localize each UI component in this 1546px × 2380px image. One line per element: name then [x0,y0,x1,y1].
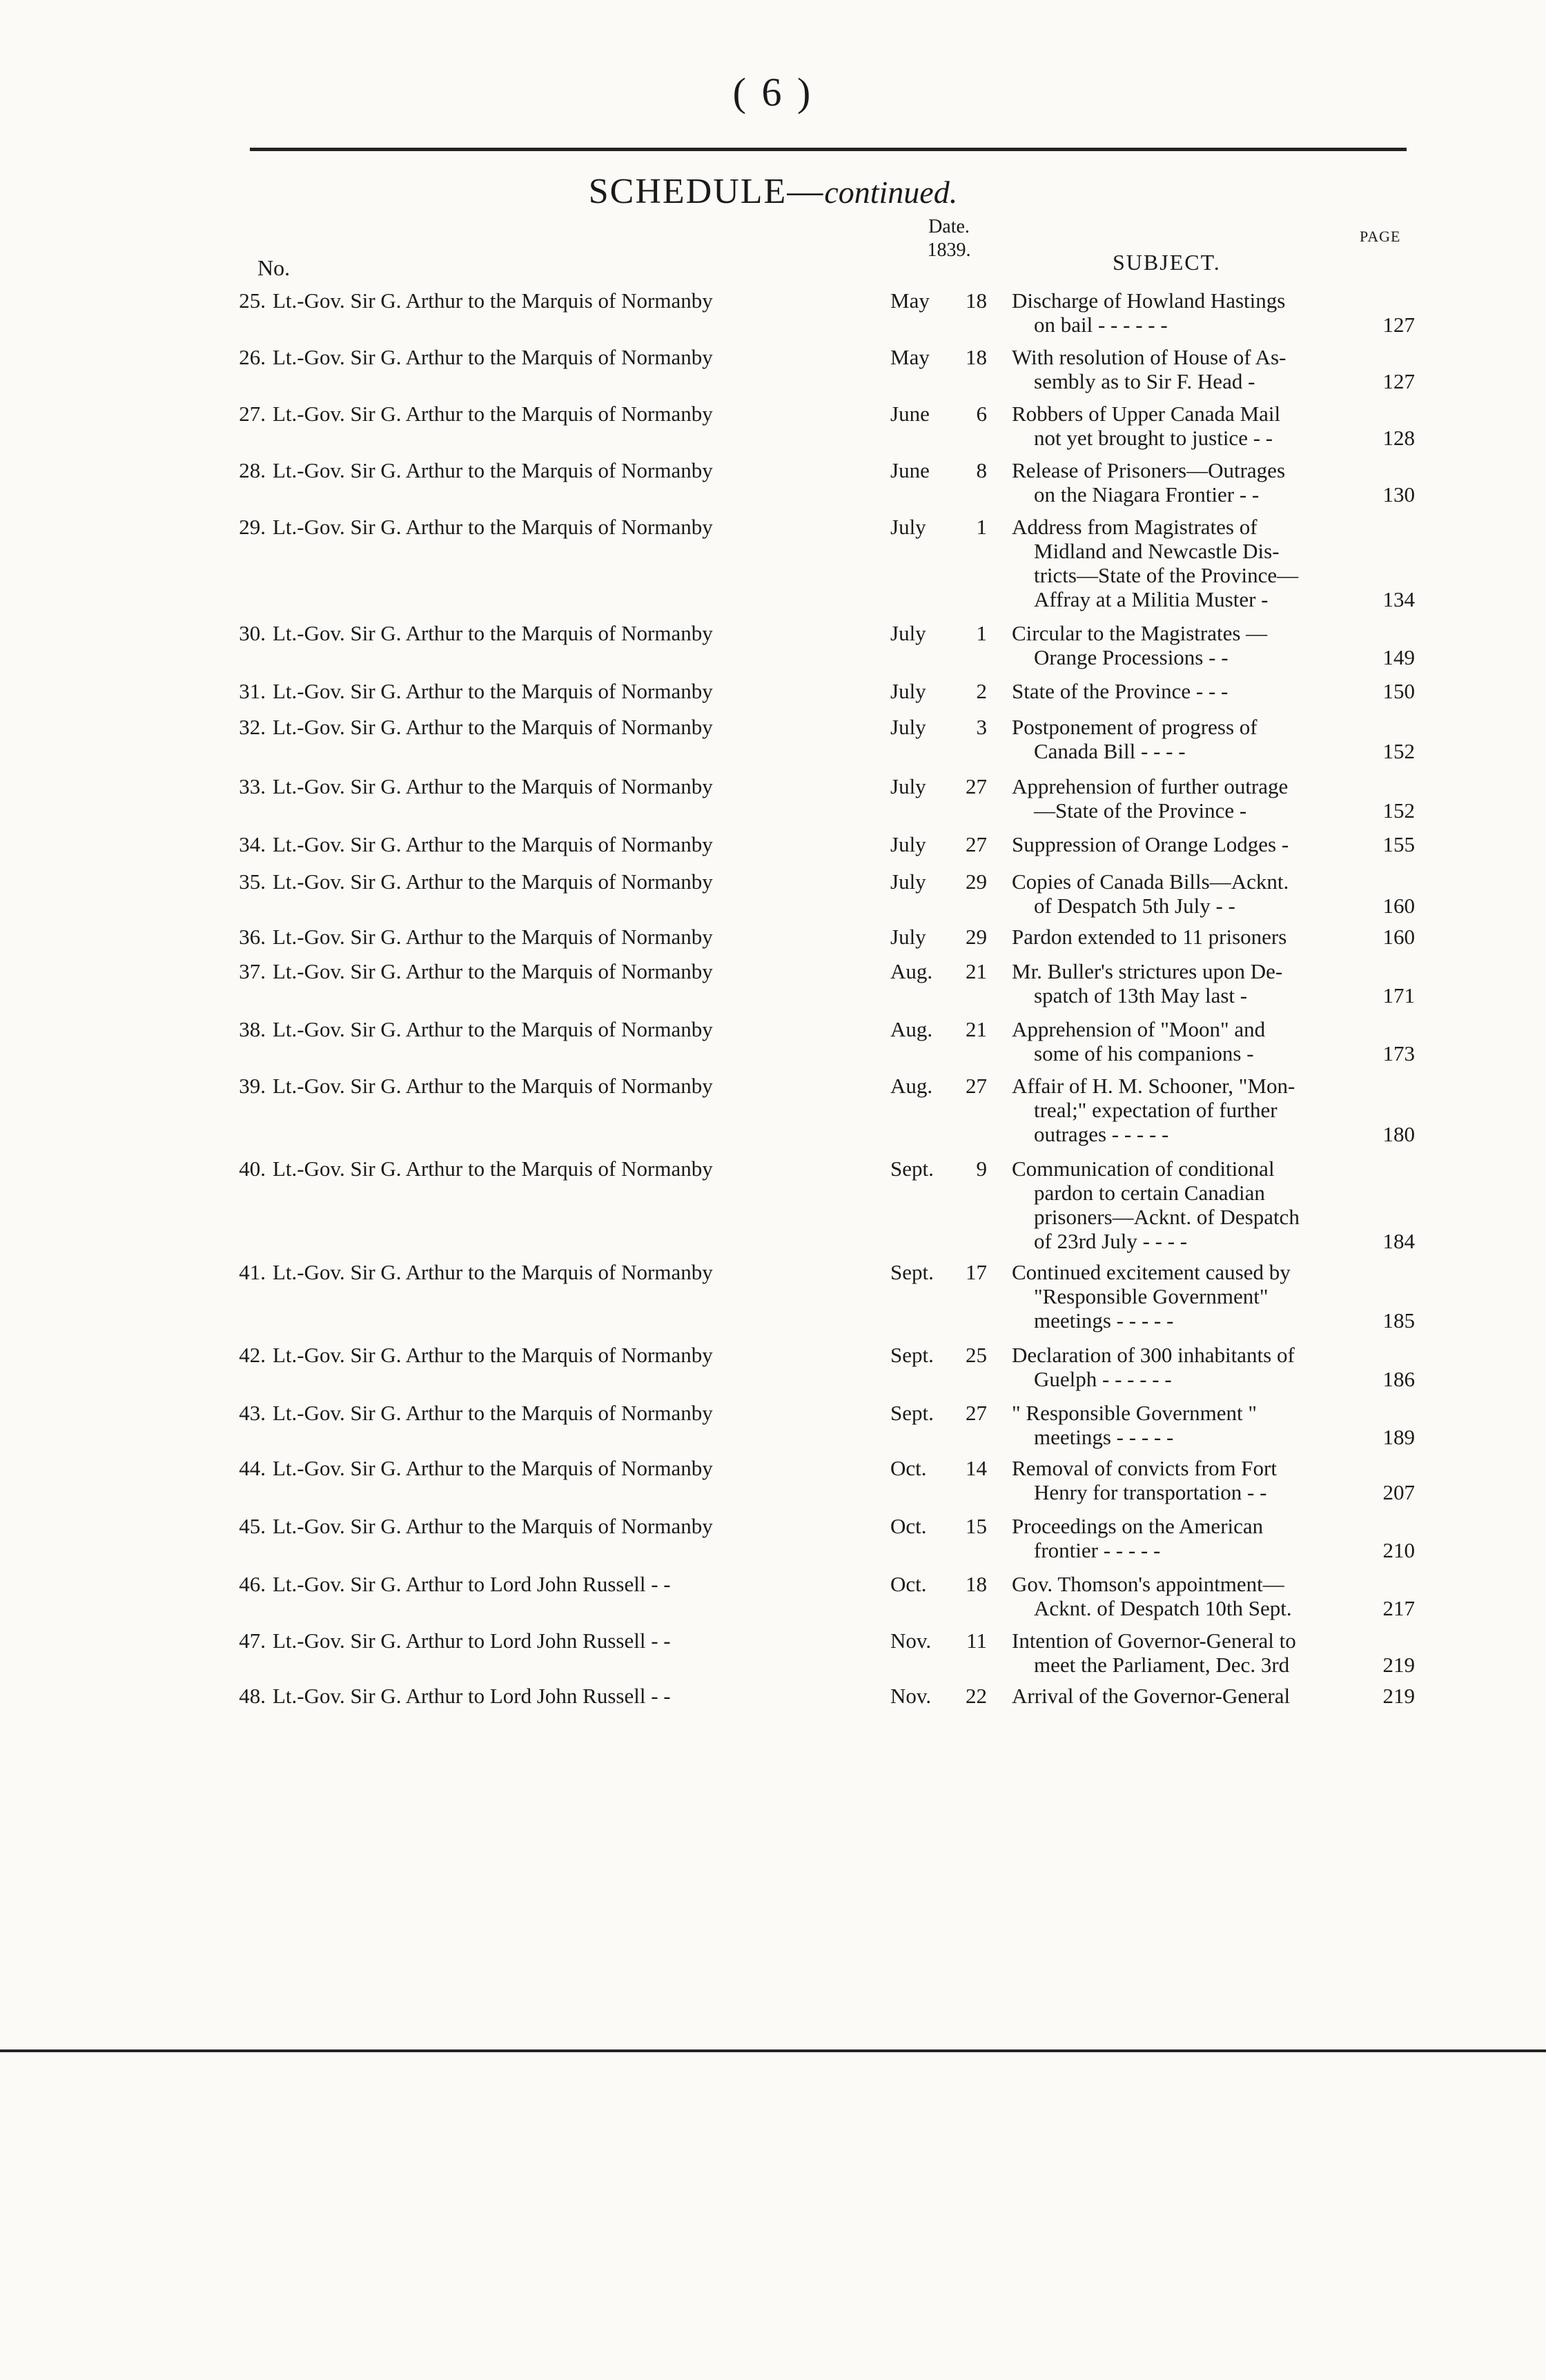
entry-page: 150 [1382,679,1415,703]
entry-number: 29. [239,515,266,539]
entry-day: 27 [966,774,987,798]
subject-line: Midland and Newcastle Dis- [1034,539,1280,563]
title-continued: continued. [824,175,958,210]
subject-line: Affray at a Militia Muster - [1034,587,1269,611]
entry-page: 207 [1382,1480,1415,1504]
subject-line: Gov. Thomson's appointment— [1012,1572,1284,1596]
entry-number: 35. [239,869,266,894]
entry-subject [1012,1456,1347,1504]
entry-page: 134 [1382,587,1415,611]
entry-correspondent: Lt.-Gov. Sir G. Arthur to the Marquis of Normanby [273,925,713,949]
entry-day: 9 [976,1157,987,1181]
column-header-page: PAGE [1360,228,1401,245]
subject-line: Apprehension of further outrage [1012,774,1289,798]
entry-subject [1012,774,1347,823]
entry-subject [1012,869,1347,918]
entry-day: 27 [966,1401,987,1425]
subject-line: Communication of conditional [1012,1157,1275,1181]
subject-line: Postponement of progress of [1012,715,1258,739]
entry-page: 210 [1382,1538,1415,1562]
entry-correspondent: Lt.-Gov. Sir G. Arthur to the Marquis of Normanby [273,1074,713,1098]
entry-day: 25 [966,1343,987,1367]
subject-line: Proceedings on the American [1012,1514,1264,1538]
subject-line: of Despatch 5th July - - [1034,894,1235,918]
date-year: 1839. [927,239,971,261]
entry-subject [1012,1343,1347,1391]
subject-line: treal;" expectation of further [1034,1098,1278,1122]
subject-line: spatch of 13th May last - [1034,983,1248,1007]
entry-month: Sept. [890,1401,934,1425]
entry-page: 128 [1382,426,1415,450]
subject-line: Pardon extended to 11 prisoners [1012,925,1287,949]
subject-line: Guelph - - - - - - [1034,1367,1172,1391]
entry-page: 219 [1382,1653,1415,1677]
subject-line: Arrival of the Governor-General [1012,1684,1291,1708]
subject-line: Acknt. of Despatch 10th Sept. [1034,1596,1292,1620]
entry-correspondent: Lt.-Gov. Sir G. Arthur to Lord John Russell - - [273,1684,671,1708]
subject-line: Continued excitement caused by [1012,1260,1291,1284]
entry-page: 152 [1382,739,1415,763]
subject-line: meetings - - - - - [1034,1425,1174,1449]
entry-subject [1012,959,1347,1007]
entry-number: 43. [239,1401,266,1425]
subject-line: Intention of Governor-General to [1012,1629,1296,1653]
entry-subject [1012,715,1347,763]
entry-page: 184 [1382,1229,1415,1253]
entry-month: Oct. [890,1514,927,1538]
subject-line: State of the Province - - - [1012,679,1229,703]
column-header-no: No. [257,255,291,280]
entry-correspondent: Lt.-Gov. Sir G. Arthur to the Marquis of Normanby [273,458,713,482]
entry-day: 27 [966,1074,987,1098]
subject-line: Release of Prisoners—Outrages [1012,458,1286,482]
title-main: SCHEDULE— [588,172,825,211]
entry-number: 34. [239,832,266,856]
subject-line: Removal of convicts from Fort [1012,1456,1277,1480]
entry-correspondent: Lt.-Gov. Sir G. Arthur to Lord John Russell - - [273,1629,671,1653]
entry-number: 42. [239,1343,266,1367]
entry-correspondent: Lt.-Gov. Sir G. Arthur to the Marquis of Normanby [273,621,713,645]
entry-day: 1 [976,621,987,645]
subject-line: some of his companions - [1034,1041,1254,1065]
entry-subject [1012,1074,1347,1146]
entry-day: 6 [976,402,987,426]
subject-line: Discharge of Howland Hastings [1012,288,1286,313]
entry-correspondent: Lt.-Gov. Sir G. Arthur to the Marquis of Normanby [273,1401,713,1425]
subject-line: Henry for transportation - - [1034,1480,1267,1504]
entry-month: June [890,458,930,482]
entry-subject [1012,925,1347,949]
entry-page: 186 [1382,1367,1415,1391]
entry-subject [1012,1401,1347,1449]
entry-correspondent: Lt.-Gov. Sir G. Arthur to the Marquis of Normanby [273,1260,713,1284]
subject-line: on bail - - - - - - [1034,313,1168,337]
entry-number: 36. [239,925,266,949]
subject-line: tricts—State of the Province— [1034,563,1299,587]
entry-number: 38. [239,1017,266,1041]
entry-number: 39. [239,1074,266,1098]
entry-month: Nov. [890,1629,932,1653]
entry-day: 18 [966,288,987,313]
subject-line: frontier - - - - - [1034,1538,1161,1562]
entry-day: 2 [976,679,987,703]
entry-correspondent: Lt.-Gov. Sir G. Arthur to the Marquis of Normanby [273,715,713,739]
entry-month: July [890,679,926,703]
entry-number: 28. [239,458,266,482]
subject-line: Copies of Canada Bills—Acknt. [1012,869,1289,894]
entry-month: July [890,515,926,539]
entry-month: May [890,288,930,313]
entry-correspondent: Lt.-Gov. Sir G. Arthur to the Marquis of Normanby [273,1017,713,1041]
entry-day: 14 [966,1456,987,1480]
subject-line: Suppression of Orange Lodges - [1012,832,1289,856]
entry-day: 17 [966,1260,987,1284]
entry-number: 26. [239,345,266,369]
entry-month: Aug. [890,1017,933,1041]
entry-month: Aug. [890,959,933,983]
entry-page: 130 [1382,482,1415,507]
entry-subject [1012,1684,1347,1708]
entry-day: 29 [966,869,987,894]
entry-page: 155 [1382,832,1415,856]
entry-month: July [890,774,926,798]
entry-number: 41. [239,1260,266,1284]
entry-day: 27 [966,832,987,856]
entry-page: 127 [1382,369,1415,393]
entry-page: 217 [1382,1596,1415,1620]
entry-number: 45. [239,1514,266,1538]
subject-line: Orange Processions - - [1034,645,1229,669]
entry-correspondent: Lt.-Gov. Sir G. Arthur to the Marquis of Normanby [273,959,713,983]
entry-correspondent: Lt.-Gov. Sir G. Arthur to the Marquis of Normanby [273,1157,713,1181]
entry-subject [1012,458,1347,507]
subject-line: Declaration of 300 inhabitants of [1012,1343,1295,1367]
entry-day: 11 [966,1629,987,1653]
entry-month: Oct. [890,1572,927,1596]
subject-line: meet the Parliament, Dec. 3rd [1034,1653,1290,1677]
entry-day: 21 [966,1017,987,1041]
subject-line: Apprehension of "Moon" and [1012,1017,1266,1041]
entry-page: 160 [1382,925,1415,949]
entry-subject [1012,288,1347,337]
entry-month: Sept. [890,1260,934,1284]
subject-line: meetings - - - - - [1034,1308,1174,1332]
entry-month: Nov. [890,1684,932,1708]
subject-line: on the Niagara Frontier - - [1034,482,1260,507]
entry-correspondent: Lt.-Gov. Sir G. Arthur to the Marquis of Normanby [273,515,713,539]
entry-correspondent: Lt.-Gov. Sir G. Arthur to the Marquis of Normanby [273,869,713,894]
entry-number: 37. [239,959,266,983]
entry-month: Aug. [890,1074,933,1098]
entry-number: 46. [239,1572,266,1596]
entry-day: 15 [966,1514,987,1538]
entry-day: 21 [966,959,987,983]
entry-page: 152 [1382,798,1415,823]
entry-correspondent: Lt.-Gov. Sir G. Arthur to the Marquis of Normanby [273,402,713,426]
entry-number: 44. [239,1456,266,1480]
entry-number: 33. [239,774,266,798]
entry-correspondent: Lt.-Gov. Sir G. Arthur to the Marquis of Normanby [273,774,713,798]
entry-day: 29 [966,925,987,949]
entry-correspondent: Lt.-Gov. Sir G. Arthur to the Marquis of Normanby [273,1343,713,1367]
subject-line: prisoners—Acknt. of Despatch [1034,1205,1300,1229]
entry-correspondent: Lt.-Gov. Sir G. Arthur to the Marquis of Normanby [273,288,713,313]
entry-subject [1012,345,1347,393]
column-header-subject: SUBJECT. [1113,250,1221,275]
entry-day: 1 [976,515,987,539]
subject-line: Canada Bill - - - - [1034,739,1186,763]
entry-month: Sept. [890,1157,934,1181]
entry-correspondent: Lt.-Gov. Sir G. Arthur to the Marquis of Normanby [273,1456,713,1480]
page-number: ( 6 ) [732,70,814,115]
subject-line: sembly as to Sir F. Head - [1034,369,1255,393]
entry-subject [1012,621,1347,669]
entry-number: 25. [239,288,266,313]
entry-subject [1012,1629,1347,1677]
entry-subject [1012,1572,1347,1620]
entry-page: 185 [1382,1308,1415,1332]
subject-line: Mr. Buller's strictures upon De- [1012,959,1283,983]
entry-subject [1012,1260,1347,1332]
entry-number: 32. [239,715,266,739]
subject-line: Address from Magistrates of [1012,515,1258,539]
entry-month: July [890,621,926,645]
entry-page: 180 [1382,1122,1415,1146]
entry-number: 48. [239,1684,266,1708]
entry-subject [1012,402,1347,450]
entry-subject [1012,1017,1347,1065]
entry-number: 30. [239,621,266,645]
column-header-date [901,215,997,262]
entry-page: 171 [1382,983,1415,1007]
entry-month: July [890,832,926,856]
entry-day: 22 [966,1684,987,1708]
subject-line: —State of the Province - [1034,798,1247,823]
entry-page: 189 [1382,1425,1415,1449]
subject-line: " Responsible Government " [1012,1401,1258,1425]
subject-line: Robbers of Upper Canada Mail [1012,402,1281,426]
entry-correspondent: Lt.-Gov. Sir G. Arthur to the Marquis of Normanby [273,679,713,703]
entry-page: 219 [1382,1684,1415,1708]
entry-page: 149 [1382,645,1415,669]
entry-number: 47. [239,1629,266,1653]
subject-line: With resolution of House of As- [1012,345,1286,369]
entry-subject [1012,1157,1347,1253]
entry-day: 18 [966,345,987,369]
subject-line: not yet brought to justice - - [1034,426,1273,450]
entry-page: 127 [1382,313,1415,337]
entry-month: Sept. [890,1343,934,1367]
entry-subject [1012,1514,1347,1562]
subject-line: Circular to the Magistrates — [1012,621,1268,645]
entry-day: 3 [976,715,987,739]
top-rule [250,148,1407,151]
subject-line: outrages - - - - - [1034,1122,1169,1146]
entry-subject [1012,679,1347,703]
subject-line: of 23rd July - - - - [1034,1229,1188,1253]
entry-day: 8 [976,458,987,482]
subject-line: "Responsible Government" [1034,1284,1269,1308]
schedule-title [0,171,1546,212]
bottom-rule [0,2049,1546,2052]
entry-correspondent: Lt.-Gov. Sir G. Arthur to the Marquis of Normanby [273,1514,713,1538]
entry-correspondent: Lt.-Gov. Sir G. Arthur to the Marquis of Normanby [273,345,713,369]
entry-month: May [890,345,930,369]
entry-subject [1012,832,1347,856]
entry-number: 40. [239,1157,266,1181]
entry-month: Oct. [890,1456,927,1480]
entry-number: 27. [239,402,266,426]
entry-month: June [890,402,930,426]
subject-line: pardon to certain Canadian [1034,1181,1265,1205]
entry-correspondent: Lt.-Gov. Sir G. Arthur to the Marquis of Normanby [273,832,713,856]
entry-page: 173 [1382,1041,1415,1065]
entry-day: 18 [966,1572,987,1596]
entry-number: 31. [239,679,266,703]
entry-page: 160 [1382,894,1415,918]
entry-subject [1012,515,1347,611]
date-label: Date. [928,216,970,237]
entry-correspondent: Lt.-Gov. Sir G. Arthur to Lord John Russell - - [273,1572,671,1596]
subject-line: Affair of H. M. Schooner, "Mon- [1012,1074,1295,1098]
entry-month: July [890,925,926,949]
entry-month: July [890,869,926,894]
entry-month: July [890,715,926,739]
